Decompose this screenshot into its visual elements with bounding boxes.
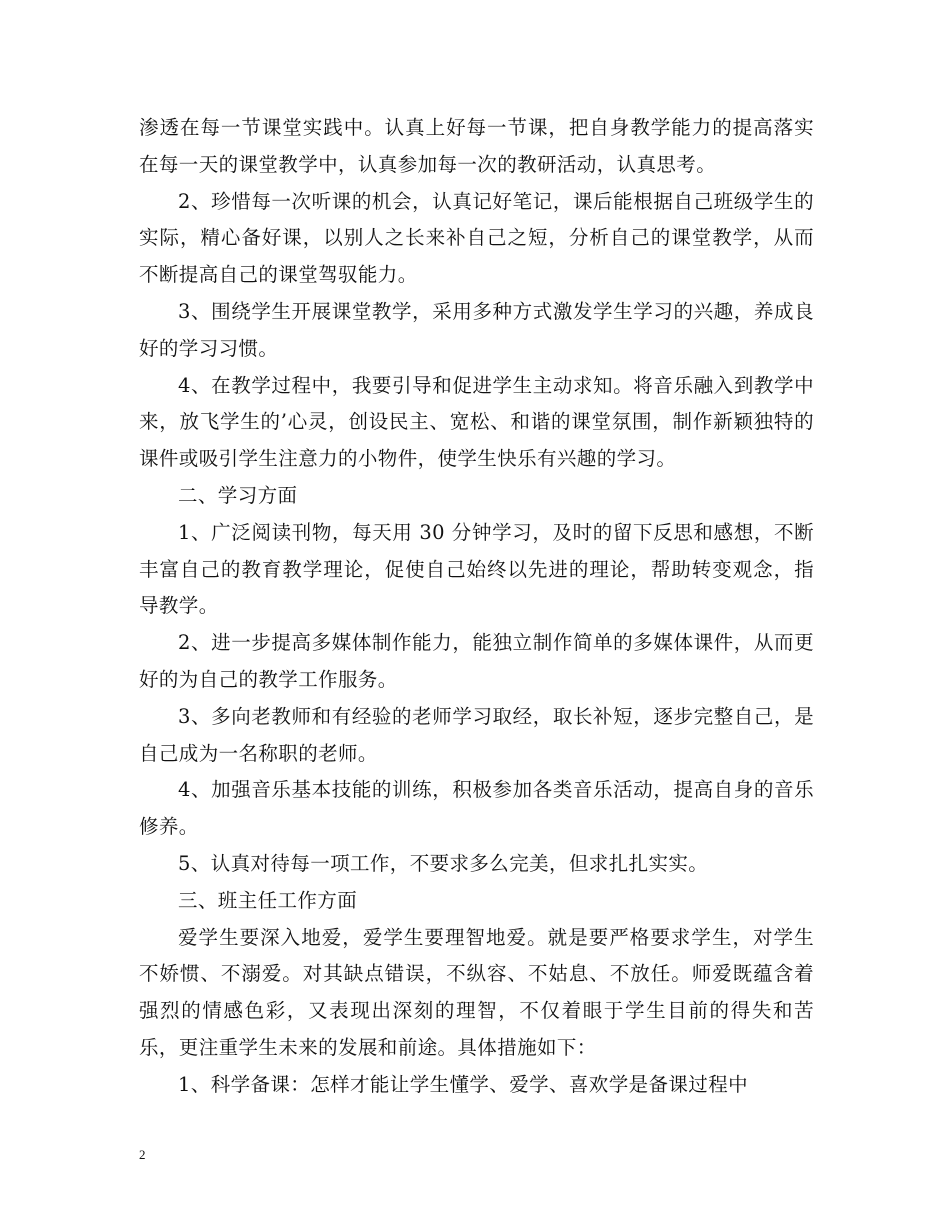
- section-heading-class-teacher: 三、班主任工作方面: [178, 888, 358, 912]
- paragraph-7: 2、进一步提高多媒体制作能力，能独立制作简单的多媒体课件，从而更好的为自己的教学工作服务。: [139, 631, 814, 691]
- paragraph-8: 3、多向老教师和有经验的老师学习取经，取长补短，逐步完整自己，是自己成为一名称职的老师。: [139, 704, 814, 765]
- paragraph-3: 3、围绕学生开展课堂教学，采用多种方式激发学生学习的兴趣，养成良好的学习习惯。: [139, 299, 814, 360]
- paragraph-2: 2、珍惜每一次听课的机会，认真记好笔记，课后能根据自己班级学生的实际，精心备好课，以别人之长来补自己之短，分析自己的课堂教学，从而不断提高自己的课堂驾驭能力。: [139, 189, 814, 287]
- paragraph-6: 1、广泛阅读刊物，每天用 30 分钟学习，及时的留下反思和感想，不断丰富自己的教育教学理论，促使自己始终以先进的理论，帮助转变观念，指导教学。: [139, 520, 814, 618]
- paragraph-1: 渗透在每一节课堂实践中。认真上好每一节课，把自身教学能力的提高落实在每一天的课堂教学中，认真参加每一次的教研活动，认真思考。: [139, 116, 814, 176]
- paragraph-10: 5、认真对待每一项工作，不要求多么完美，但求扎扎实实。: [178, 851, 709, 875]
- paragraph-4: 4、在教学过程中，我要引导和促进学生主动求知。将音乐融入到教学中来，放飞学生的’心灵，创设民主、宽松、和谐的课堂氛围，制作新颖独特的课件或吸引学生注意力的小物件，使学生快乐有兴趣的学习。: [139, 373, 814, 471]
- paragraph-12: 爱学生要深入地爱，爱学生要理智地爱。就是要严格要求学生，对学生不娇惯、不溺爱。对其缺点错误，不纵容、不姑息、不放任。师爱既蕴含着强烈的情感色彩，又表现出深刻的理智，不仅着眼于学生目前的得失和苦乐，更注重学生未来的发展和前途。具体措施如下：: [139, 925, 814, 1059]
- paragraph-9: 4、加强音乐基本技能的训练，积极参加各类音乐活动，提高自身的音乐修养。: [139, 778, 814, 839]
- paragraph-13: 1、科学备课：怎样才能让学生懂学、爱学、喜欢学是备课过程中: [178, 1072, 749, 1096]
- document-body: [139, 110, 814, 1104]
- section-heading-study: 二、学习方面: [178, 483, 298, 507]
- page-number: 2: [139, 1147, 146, 1162]
